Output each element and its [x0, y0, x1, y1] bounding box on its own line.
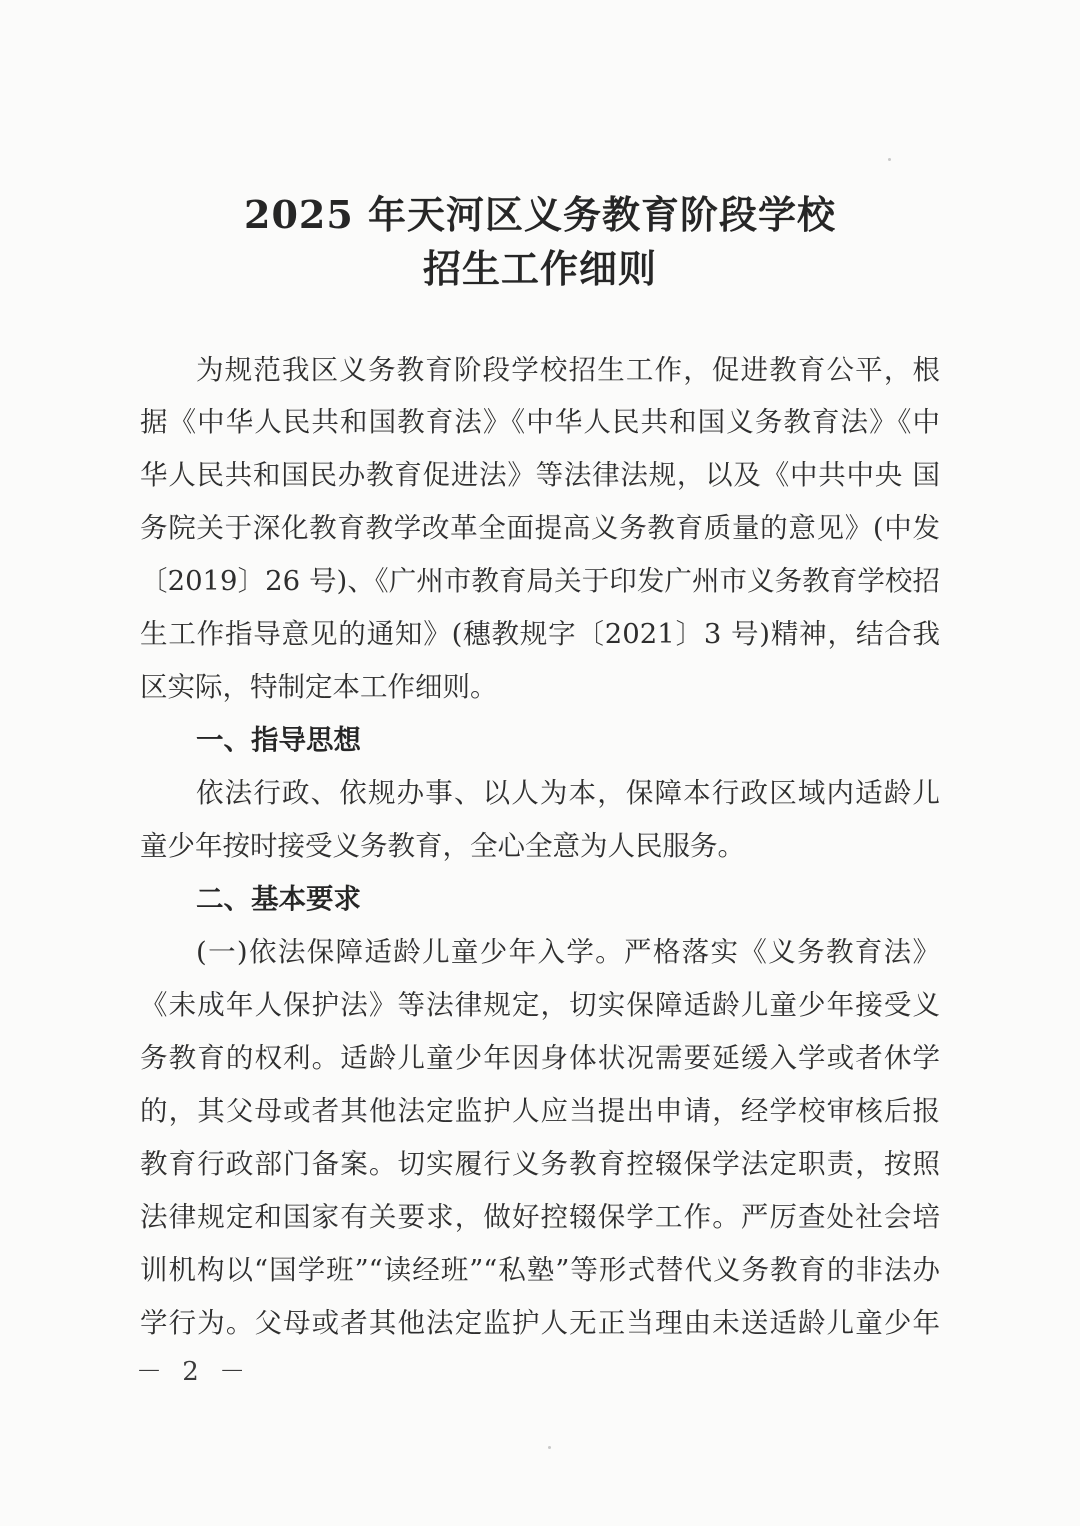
- page-number: － 2 －: [136, 1357, 252, 1387]
- intro-line: 为规范我区义务教育阶段学校招生工作，促进教育公平，根: [196, 354, 940, 386]
- section1-line: 童少年按时接受义务教育，全心全意为人民服务。: [140, 830, 745, 862]
- intro-line: 生工作指导意见的通知》(穗教规字〔2021〕3 号)精神，结合我: [140, 618, 940, 650]
- scan-speck: [548, 1446, 551, 1449]
- section2-line: 训机构以“国学班”“读经班”“私塾”等形式替代义务教育的非法办: [140, 1254, 940, 1286]
- intro-line: 华人民共和国民办教育促进法》等法律法规，以及《中共中央 国: [140, 459, 940, 491]
- section2-line: 《未成年人保护法》等法律规定，切实保障适龄儿童少年接受义: [140, 989, 940, 1021]
- intro-line: 务院关于深化教育教学改革全面提高义务教育质量的意见》(中发: [140, 512, 940, 544]
- document-title-line-2: 招生工作细则: [422, 246, 657, 291]
- section2-line: 教育行政部门备案。切实履行义务教育控辍保学法定职责，按照: [140, 1148, 940, 1180]
- section2-line: 学行为。父母或者其他法定监护人无正当理由未送适龄儿童少年: [140, 1307, 940, 1339]
- intro-line: 区实际，特制定本工作细则。: [140, 671, 498, 703]
- scan-speck: [888, 158, 891, 161]
- section1-line: 依法行政、依规办事、以人为本，保障本行政区域内适龄儿: [196, 777, 940, 809]
- section2-line: 的，其父母或者其他法定监护人应当提出申请，经学校审核后报: [140, 1095, 940, 1127]
- intro-line: 〔2019〕26 号)、《广州市教育局关于印发广州市义务教育学校招: [140, 565, 940, 597]
- document-title-line-1: 2025 年天河区义务教育阶段学校: [244, 192, 836, 237]
- section-heading-basic-requirements: 二、基本要求: [196, 883, 361, 915]
- section2-line: 务教育的权利。适龄儿童少年因身体状况需要延缓入学或者休学: [140, 1042, 940, 1074]
- section2-line: (一)依法保障适龄儿童少年入学。严格落实《义务教育法》: [196, 936, 940, 968]
- section-heading-guiding-thought: 一、指导思想: [196, 724, 361, 756]
- section2-line: 法律规定和国家有关要求，做好控辍保学工作。严厉查处社会培: [140, 1201, 940, 1233]
- intro-line: 据《中华人民共和国教育法》《中华人民共和国义务教育法》《中: [140, 406, 940, 438]
